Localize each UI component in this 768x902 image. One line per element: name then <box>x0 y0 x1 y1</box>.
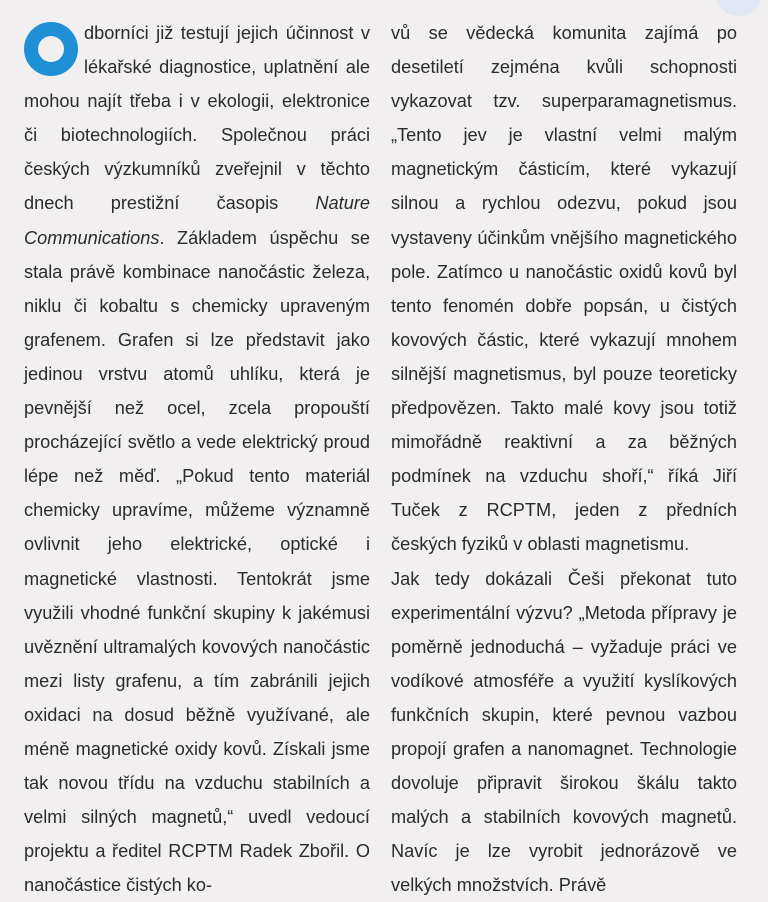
text-run: dborníci již testují jejich účinnost v lékařské diagnostice, uplatnění ale mohou najít třeba i v ekologii, elektronice či biotechnologiích. Společnou práci českých výzkumníků zveřejnil v těchto dnech prestižní časopis <box>24 23 370 213</box>
journal-name: Nature Communications <box>24 193 370 247</box>
article-column-left <box>24 16 370 902</box>
text-run: . Základem úspěchu se stala právě kombinace nanočástic železa, niklu či kobaltu s chemicky upraveným grafenem. Grafen si lze představit jako jedinou vrstvu atomů uhlíku, která je pevnější než ocel, zcela propouští procházející světlo a vede elektrický proud lépe než měď. „Pokud tento materiál chemicky upravíme, můžeme významně ovlivnit jeho elektrické, optické i magnetické vlastnosti. Tentokrát jsme využili vhodné funkční skupiny k jakémusi uvěznění ultramalých kovových nanočástic mezi listy grafenu, a tím zabránili jejich oxidaci na dosud běžně využívané, ale méně magnetické oxidy kovů. Získali jsme tak novou třídu na vzduchu stabilních a velmi silných magnetů,“ uvedl vedoucí projektu a ředitel RCPTM Radek Zbořil. O nanočástice čistých ko- <box>24 228 370 896</box>
dropcap-letter-o <box>24 22 78 76</box>
decorative-corner-shape <box>716 0 762 16</box>
paragraph: vů se vědecká komunita zajímá po desetiletí zejména kvůli schopnosti vykazovat tzv. superparamagnetismus. „Tento jev je vlastní velmi malým magnetickým částicím, které vykazují silnou a rychlou odezvu, pokud jsou vystaveny účinkům vnějšího magnetického pole. Zatímco u nanočástic oxidů kovů byl tento fenomén dobře popsán, u čistých kovových částic, které vykazují mnohem silnější magnetismus, byl pouze teoreticky předpovězen. Takto malé kovy jsou totiž mimořádně reaktivní a za běžných podmínek na vzduchu shoří,“ říká Jiří Tuček z RCPTM, jeden z předních českých fyziků v oblasti magnetismu. <box>391 16 737 562</box>
paragraph <box>24 16 370 902</box>
article-column-right <box>391 16 737 902</box>
paragraph: Jak tedy dokázali Češi překonat tuto experimentální výzvu? „Metoda přípravy je poměrně jednoduchá – vyžaduje práci ve vodíkové atmosféře a využití kyslíkových funkčních skupin, které pevnou vazbou propojí grafen a nanomagnet. Technologie dovoluje připravit širokou škálu takto malých a stabilních kovových magnetů. Navíc je lze vyrobit jednorázově ve velkých množstvích. Právě <box>391 562 737 902</box>
